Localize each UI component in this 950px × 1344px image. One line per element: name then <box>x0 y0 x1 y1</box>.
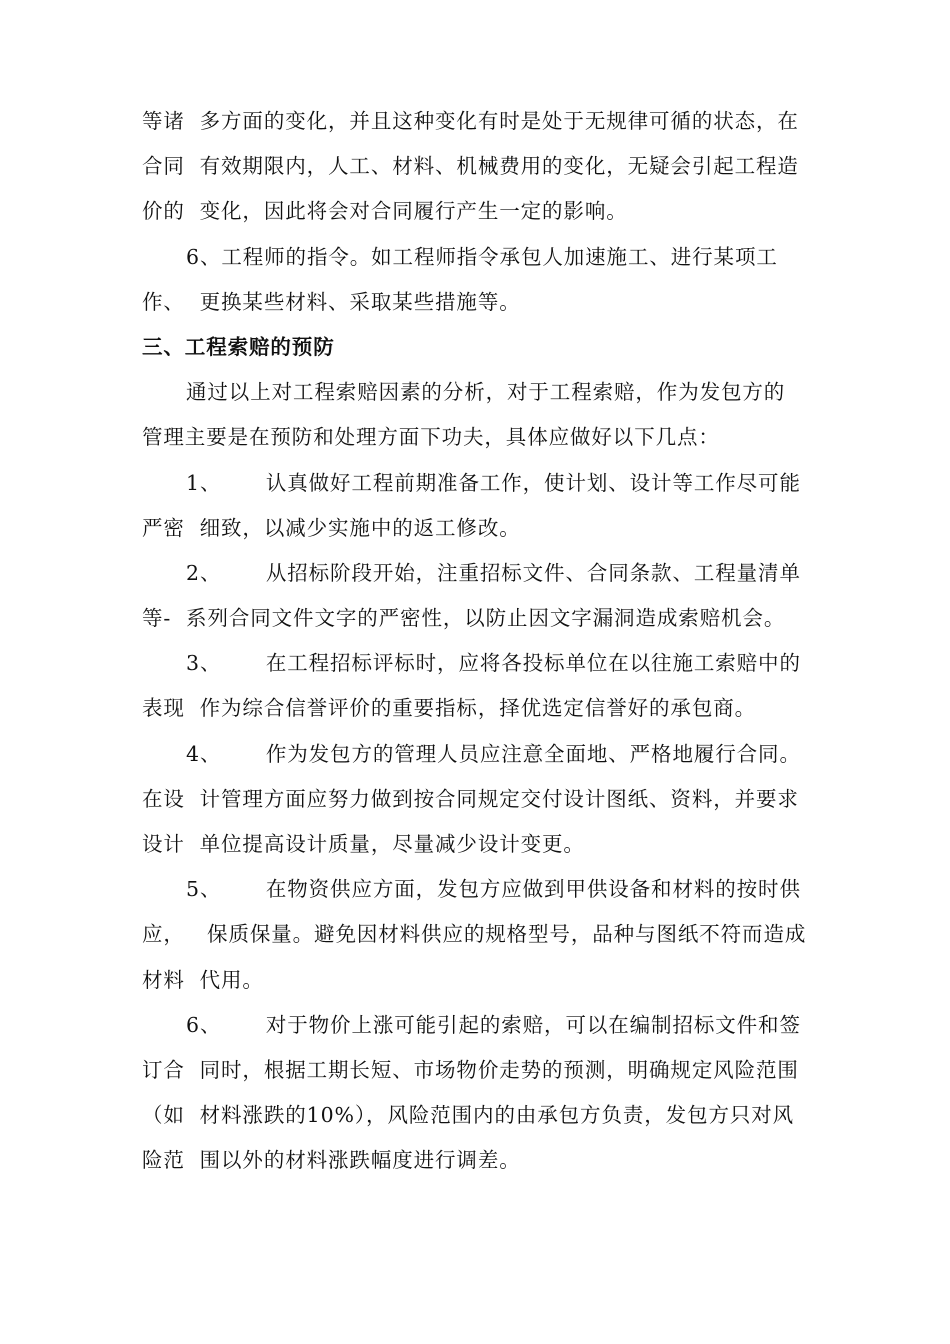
list-item-4: 4、 作为发包方的管理人员应注意全面地、严格地履行合同。 <box>186 741 801 766</box>
list-item-6: 6、 对于物价上涨可能引起的索赔，可以在编制招标文件和签 <box>186 1012 801 1037</box>
text-line: 在设 计管理方面应努力做到按合同规定交付设计图纸、资料，并要求 <box>142 786 799 811</box>
text-line: 表现 作为综合信誉评价的重要指标，择优选定信誉好的承包商。 <box>142 696 757 721</box>
text-line: 险范 围以外的材料涨跌幅度进行调差。 <box>142 1148 521 1173</box>
text-line: 通过以上对工程索赔因素的分析，对于工程索赔，作为发包方的 <box>186 380 786 405</box>
text-line: 管理主要是在预防和处理方面下功夫，具体应做好以下几点： <box>142 425 720 450</box>
list-item-3: 3、 在工程招标评标时，应将各投标单位在以往施工索赔中的 <box>186 651 801 676</box>
document-page <box>142 99 832 1184</box>
text-line: 等诸 多方面的变化，并且这种变化有时是处于无规律可循的状态，在 <box>142 109 799 133</box>
section-heading: 三、工程索赔的预防 <box>142 334 335 359</box>
text-line: 作、 更换某些材料、采取某些措施等。 <box>142 289 521 314</box>
text-line: 严密 细致，以减少实施中的返工修改。 <box>142 515 521 540</box>
list-item-2: 2、 从招标阶段开始，注重招标文件、合同条款、工程量清单 <box>186 560 801 585</box>
text-line: 应， 保质保量。避免因材料供应的规格型号，品种与图纸不符而造成 <box>142 922 807 947</box>
list-item-1: 1、 认真做好工程前期准备工作，使计划、设计等工作尽可能 <box>186 470 801 495</box>
text-line: 6、工程师的指令。如工程师指令承包人加速施工、进行某项工 <box>186 244 778 269</box>
text-line: 合同 有效期限内，人工、材料、机械费用的变化，无疑会引起工程造 <box>142 154 799 179</box>
text-line: 材料 代用。 <box>142 967 264 992</box>
text-line: 价的 变化，因此将会对合同履行产生一定的影响。 <box>142 199 628 224</box>
list-item-5: 5、 在物资供应方面，发包方应做到甲供设备和材料的按时供 <box>186 877 801 902</box>
text-line: 订合 同时，根据工期长短、市场物价走势的预测，明确规定风险范围 <box>142 1057 799 1082</box>
text-line: （如 材料涨跌的10%），风险范围内的由承包方负责，发包方只对风 <box>142 1103 795 1128</box>
text-line: 设计 单位提高设计质量，尽量减少设计变更。 <box>142 832 585 856</box>
text-line: 等- 系列合同文件文字的严密性，以防止因文字漏洞造成索赔机会。 <box>142 606 786 631</box>
